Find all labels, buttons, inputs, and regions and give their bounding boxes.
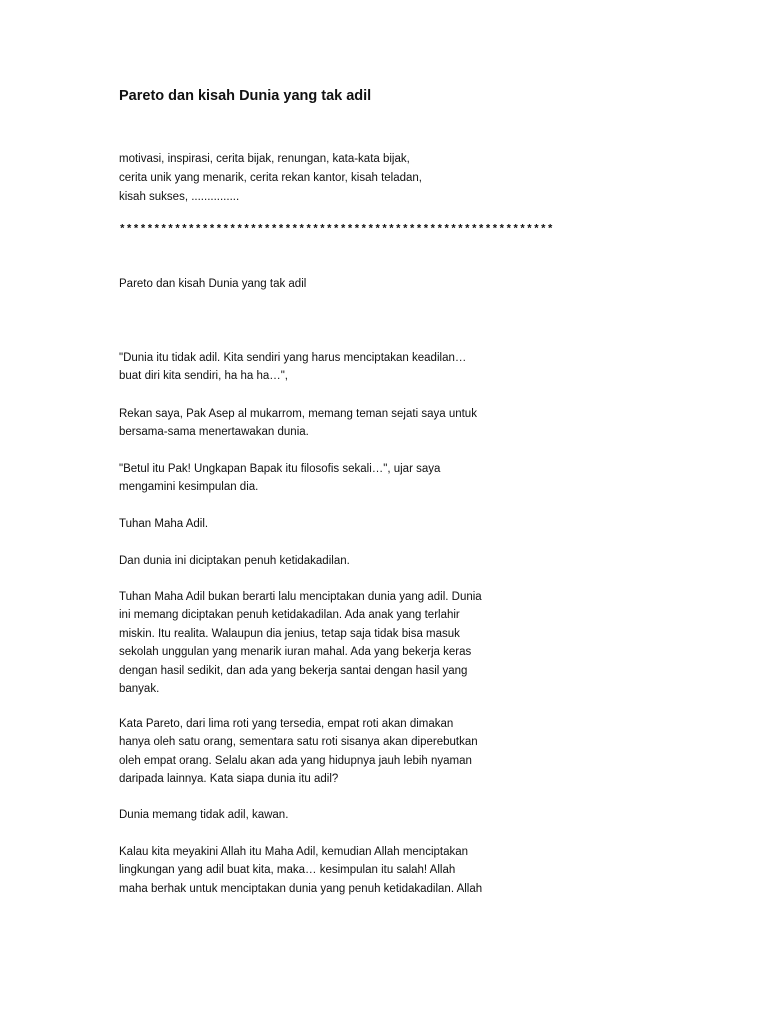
paragraph-line: "Betul itu Pak! Ungkapan Bapak itu filosofis sekali…", ujar saya — [119, 463, 441, 475]
paragraph-line: miskin. Itu realita. Walaupun dia jenius, tetap saja tidak bisa masuk — [119, 627, 460, 640]
tags-block — [119, 150, 422, 207]
paragraph-line: "Dunia itu tidak adil. Kita sendiri yang harus menciptakan keadilan… — [119, 352, 467, 364]
paragraph-line: buat diri kita sendiri, ha ha ha…", — [119, 370, 289, 383]
paragraph-line: bersama-sama menertawakan dunia. — [119, 426, 309, 439]
paragraph-line: dengan hasil sedikit, dan ada yang bekerja santai dengan hasil yang — [119, 664, 468, 677]
paragraph-line: sekolah unggulan yang menarik iuran mahal. Ada yang bekerja keras — [119, 646, 472, 659]
separator-line: *************************************************************** — [119, 224, 554, 236]
paragraph-line: lingkungan yang adil buat kita, maka… kesimpulan itu salah! Allah — [119, 864, 456, 877]
paragraph-kawan — [119, 806, 288, 824]
paragraph-line: banyak. — [119, 683, 160, 696]
paragraph-line: Kalau kita meyakini Allah itu Maha Adil, kemudian Allah menciptakan — [119, 846, 469, 858]
paragraph-quote-1 — [119, 349, 466, 386]
paragraph-line: Rekan saya, Pak Asep al mukarrom, memang teman sejati saya untuk — [119, 408, 477, 420]
paragraph-pareto — [119, 715, 478, 789]
document-subtitle: Pareto dan kisah Dunia yang tak adil — [119, 278, 307, 290]
paragraph-line: oleh empat orang. Selalu akan ada yang hidupnya jauh lebih nyaman — [119, 754, 472, 767]
document-title: Pareto dan kisah Dunia yang tak adil — [119, 88, 372, 104]
paragraph-line: Kata Pareto, dari lima roti yang tersedia, empat roti akan dimakan — [119, 718, 454, 730]
tags-line: cerita unik yang menarik, cerita rekan kantor, kisah teladan, — [119, 172, 422, 184]
paragraph-line: Tuhan Maha Adil bukan berarti lalu menciptakan dunia yang adil. Dunia — [119, 591, 482, 603]
paragraph-line: hanya oleh satu orang, sementara satu roti sisanya akan diperebutkan — [119, 736, 478, 749]
tags-line: kisah sukses, ............... — [119, 191, 240, 203]
paragraph-line: ini memang diciptakan penuh ketidakadilan. Ada anak yang terlahir — [119, 609, 460, 622]
paragraph-line: maha berhak untuk menciptakan dunia yang penuh ketidakadilan. Allah — [119, 882, 483, 895]
paragraph-rekan — [119, 405, 477, 442]
paragraph-line: mengamini kesimpulan dia. — [119, 481, 259, 494]
paragraph-allah — [119, 843, 482, 898]
paragraph-quote-2 — [119, 460, 440, 497]
tags-line: motivasi, inspirasi, cerita bijak, renungan, kata-kata bijak, — [119, 153, 410, 165]
paragraph-tuhan — [119, 515, 208, 533]
paragraph-line: Dan dunia ini diciptakan penuh ketidakadilan. — [119, 555, 350, 567]
paragraph-line: daripada lainnya. Kata siapa dunia itu adil? — [119, 773, 339, 786]
paragraph-realita — [119, 588, 482, 698]
paragraph-dunia — [119, 552, 350, 570]
paragraph-line: Dunia memang tidak adil, kawan. — [119, 809, 289, 821]
paragraph-line: Tuhan Maha Adil. — [119, 518, 209, 530]
